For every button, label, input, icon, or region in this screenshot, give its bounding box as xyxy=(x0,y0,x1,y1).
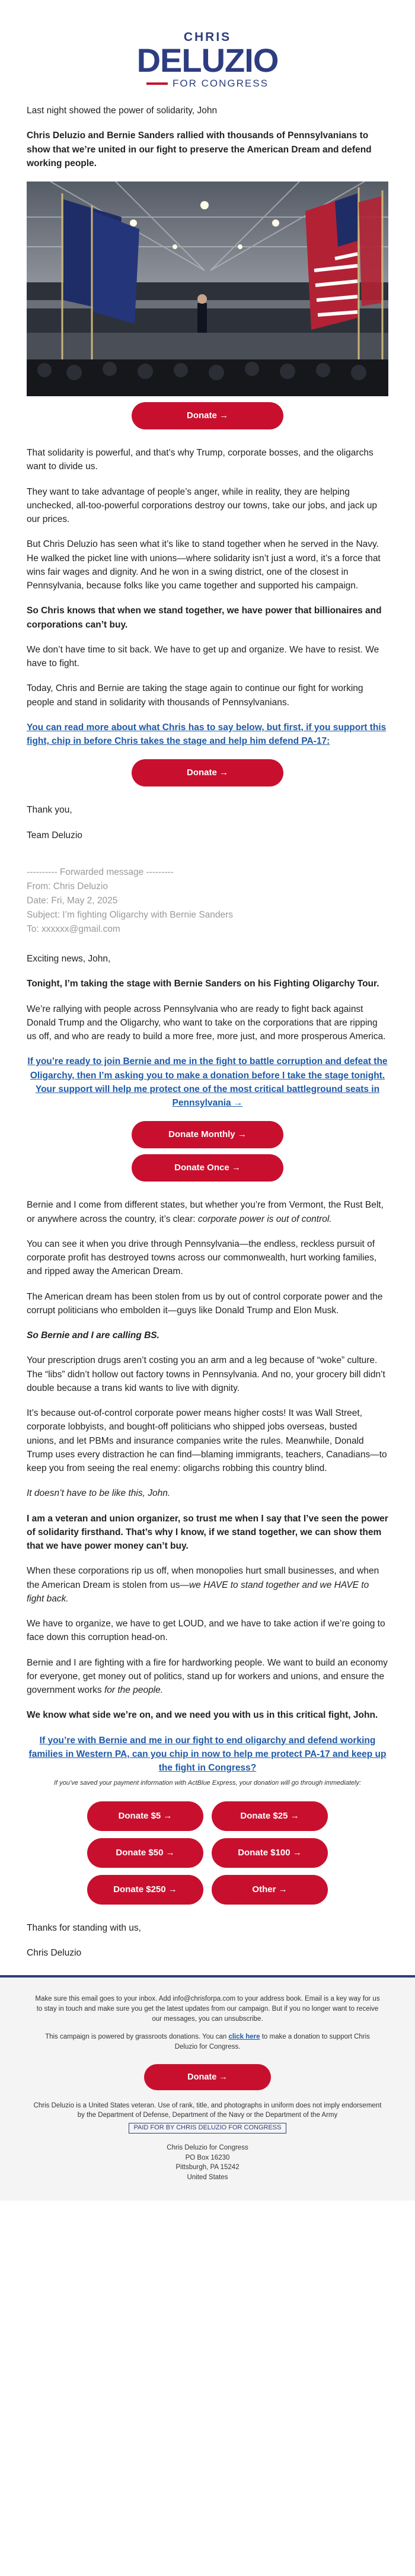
body-paragraph-3: But Chris Deluzio has seen what it’s like to stand together when he served in the Navy. He walked the picket line with unions—where solidarity isn’t just a word, it’s a force that wins fair wages and dignity. And he won in a swing district, one of the closest in Pennsylvania, because folks like you came together and supported his campaign. xyxy=(27,539,381,591)
email-footer xyxy=(0,1975,415,2200)
footer-addr-4: United States xyxy=(187,2173,228,2181)
donate-5-button[interactable]: Donate $5 → xyxy=(87,1801,203,1831)
footer-grassroots-text: This campaign is powered by grassroots donations. You can xyxy=(45,2033,229,2041)
signoff2-name: Chris Deluzio xyxy=(27,1948,82,1959)
donate-100-button[interactable]: Donate $100 → xyxy=(212,1838,328,1868)
footer-addr-2: PO Box 16230 xyxy=(185,2154,230,2161)
footer-inbox-note: Make sure this email goes to your inbox. Add info@chrisforpa.com to your address book. Email is a key way for us to stay in touch and make sure you get the latest updates from our campaign. But if you no longer want to receive our messages, you can unsubscribe. xyxy=(35,1995,380,2023)
footer-addr-3: Pittsburgh, PA 15242 xyxy=(175,2164,240,2171)
donate-other-button[interactable]: Other → xyxy=(212,1875,328,1905)
fwd-paragraph-7-text: When these corporations rip us off, when monopolies hurt small businesses, and when the American Dream is stolen from us— xyxy=(27,1566,379,1590)
donate-monthly-button[interactable]: Donate Monthly → xyxy=(132,1121,283,1148)
support-link-2[interactable]: If you’re ready to join Bernie and me in the fight to battle corruption and defeat the Oligarchy, then I’m asking you to make a donation before I take the stage tonight. Your support will help me protect one of the most critical battleground seats in Pennsylvania → xyxy=(27,1056,388,1109)
lead-paragraph: Chris Deluzio and Bernie Sanders rallied with thousands of Pennsylvanians to show that we’re united in our fight to preserve the American Dream and defend working people. xyxy=(27,130,372,168)
fwd-paragraph-4: The American dream has been stolen from us by out of control corporate power and the corrupt politicians who embolden it—guys like Donald Trump and Elon Musk. xyxy=(27,1291,383,1316)
forwarded-to: To: xxxxxx@gmail.com xyxy=(27,924,120,934)
signoff-thanks: Thank you, xyxy=(27,805,72,816)
fwd-paragraph-2 xyxy=(27,1198,388,1226)
body-paragraph-2: They want to take advantage of people’s anger, while in reality, they are helping unchecked, all-too-powerful corporations destroy our towns, take our jobs, and jack up our prices. xyxy=(27,486,378,525)
donate-50-button[interactable]: Donate $50 → xyxy=(87,1838,203,1868)
donate-button-1[interactable]: Donate → xyxy=(132,402,283,429)
body-paragraph-5: Today, Chris and Bernie are taking the stage again to continue our fight for working people and stand in solidarity with thousands of Pennsylvanians. xyxy=(27,683,363,708)
support-link-1[interactable]: You can read more about what Chris has to say below, but first, if you support this fight, chip in before Chris takes the stage and help him defend PA-17: xyxy=(27,722,387,747)
forwarded-from: From: Chris Deluzio xyxy=(27,881,108,891)
donate-once-button[interactable]: Donate Once → xyxy=(132,1154,283,1182)
fwd-paragraph-3: You can see it when you drive through Pennsylvania—the endless, reckless pursuit of corporate profit has destroyed towns across our commonwealth, hurt working families, and ripped away the American Dream. xyxy=(27,1238,377,1277)
donate-25-button[interactable]: Donate $25 → xyxy=(212,1801,328,1831)
fwd-paragraph-9-italic: for the people. xyxy=(104,1685,164,1696)
campaign-logo xyxy=(0,0,415,104)
body-paragraph-1: That solidarity is powerful, and that’s why Trump, corporate bosses, and the oligarchs want to divide us. xyxy=(27,448,374,472)
fwd-paragraph-2-text: Bernie and I come from different states, but whether you’re from Vermont, the Rust Belt, or anywhere across the country, it’s clear: xyxy=(27,1200,384,1224)
support-link-3[interactable]: If you’re with Bernie and me in our fight to end oligarchy and defend working families in Western PA, can you chip in now to help me protect PA-17 and keep up the fight in Congress? xyxy=(28,1735,387,1773)
fwd-greeting: Exciting news, John, xyxy=(27,954,111,964)
rally-photo-illustration xyxy=(27,182,388,396)
logo-tagline-row xyxy=(0,78,415,88)
fwd-paragraph-9-text: Bernie and I are fighting with a fire for hardworking people. We want to build an economy for everyone, get money out of politics, stand up for workers and unions, and ensure the government works xyxy=(27,1657,388,1696)
forwarded-title: ---------- Forwarded message --------- xyxy=(27,867,174,877)
footer-click-here-link[interactable]: click here xyxy=(228,2033,260,2041)
logo-tagline: FOR CONGRESS xyxy=(173,78,269,90)
fwd-bold-italic: So Bernie and I are calling BS. xyxy=(27,1330,159,1341)
fwd-paragraph-5: Your prescription drugs aren’t costing you an arm and a leg because of “woke” culture. The “libs” didn’t hollow out factory towns in Pennsylvania. And no, your grocery bill didn’t double because a trans kid wants to live with dignity. xyxy=(27,1355,385,1393)
logo-first-name: CHRIS xyxy=(183,30,232,44)
signoff2-thanks: Thanks for standing with us, xyxy=(27,1922,141,1933)
fwd-bold-3: We know what side we’re on, and we need you with us in this critical fight, John. xyxy=(27,1710,378,1721)
fwd-italic: It doesn’t have to be like this, John. xyxy=(27,1488,171,1499)
fwd-paragraph-2-italic: corporate power is out of control. xyxy=(197,1214,332,1224)
rally-photo xyxy=(27,182,388,396)
fwd-bold-1: Tonight, I’m taking the stage with Bernie Sanders on his Fighting Oligarchy Tour. xyxy=(27,979,379,989)
greeting: Last night showed the power of solidarity, John xyxy=(27,106,218,116)
forwarded-date: Date: Fri, May 2, 2025 xyxy=(27,895,118,906)
fwd-paragraph-8: We have to organize, we have to get LOUD, and we have to take action if we’re going to face down this corruption head-on. xyxy=(27,1619,385,1643)
fwd-paragraph-7-italic: we HAVE to stand together and we HAVE to fight back. xyxy=(27,1580,369,1604)
body-paragraph-4: We don’t have time to sit back. We have to get up and organize. We have to resist. We have to fight. xyxy=(27,644,379,669)
logo-last-name: DELUZIO xyxy=(136,42,279,79)
footer-addr-1: Chris Deluzio for Congress xyxy=(167,2144,248,2151)
paid-for-box: PAID FOR BY CHRIS DELUZIO FOR CONGRESS xyxy=(129,2123,287,2134)
forwarded-subject: Subject: I’m fighting Oligarchy with Bernie Sanders xyxy=(27,909,234,920)
donate-250-button[interactable]: Donate $250 → xyxy=(87,1875,203,1905)
footer-donate-button[interactable]: Donate → xyxy=(144,2064,271,2090)
signoff-team: Team Deluzio xyxy=(27,830,82,840)
fwd-paragraph-7 xyxy=(27,1564,388,1606)
forwarded-header xyxy=(27,865,388,937)
fwd-paragraph-6: It’s because out-of-control corporate power means higher costs! It was Wall Street, corporate lobbyists, and bought-off politicians who shipped jobs overseas, busted unions, and let PBMs and insurance companies write the rules. Meanwhile, Donald Trump uses every distraction he can find—blaming immigrants, teachers, Canadians—to keep you from seeing the real enemy: oligarchs robbing this country blind. xyxy=(27,1408,387,1474)
footer-grassroots-end: to make a donation to support Chris Deluzio for Congress. xyxy=(174,2033,370,2050)
logo-bar-left xyxy=(146,82,168,85)
donation-amounts xyxy=(27,1801,388,1905)
donate-button-2[interactable]: Donate → xyxy=(132,759,283,787)
fwd-paragraph-9 xyxy=(27,1656,388,1698)
body-paragraph-bold: So Chris knows that when we stand together, we have power that billionaires and corporations can’t buy. xyxy=(27,606,382,630)
footer-disclaimer: Chris Deluzio is a United States veteran. Use of rank, title, and photographs in uniform does not imply endorsement by the Department of Defense, Department of the Navy or the Department of the Army xyxy=(33,2101,382,2119)
footer-grassroots-note xyxy=(33,2032,382,2052)
fwd-paragraph-1: We’re rallying with people across Pennsylvania who are ready to fight back against Donald Trump and the Oligarchy, who want to take on the corporations that are ripping us off, and who are ready to build a more free, more just, and more prosperous America. xyxy=(27,1004,386,1042)
fwd-bold-2: I am a veteran and union organizer, so trust me when I say that I’ve seen the power of solidarity firsthand. That’s why I know, if we stand together, we can show them that we have power money can’t buy. xyxy=(27,1513,388,1552)
actblue-note: If you’ve saved your payment information with ActBlue Express, your donation will go through immediately: xyxy=(53,1779,362,1787)
